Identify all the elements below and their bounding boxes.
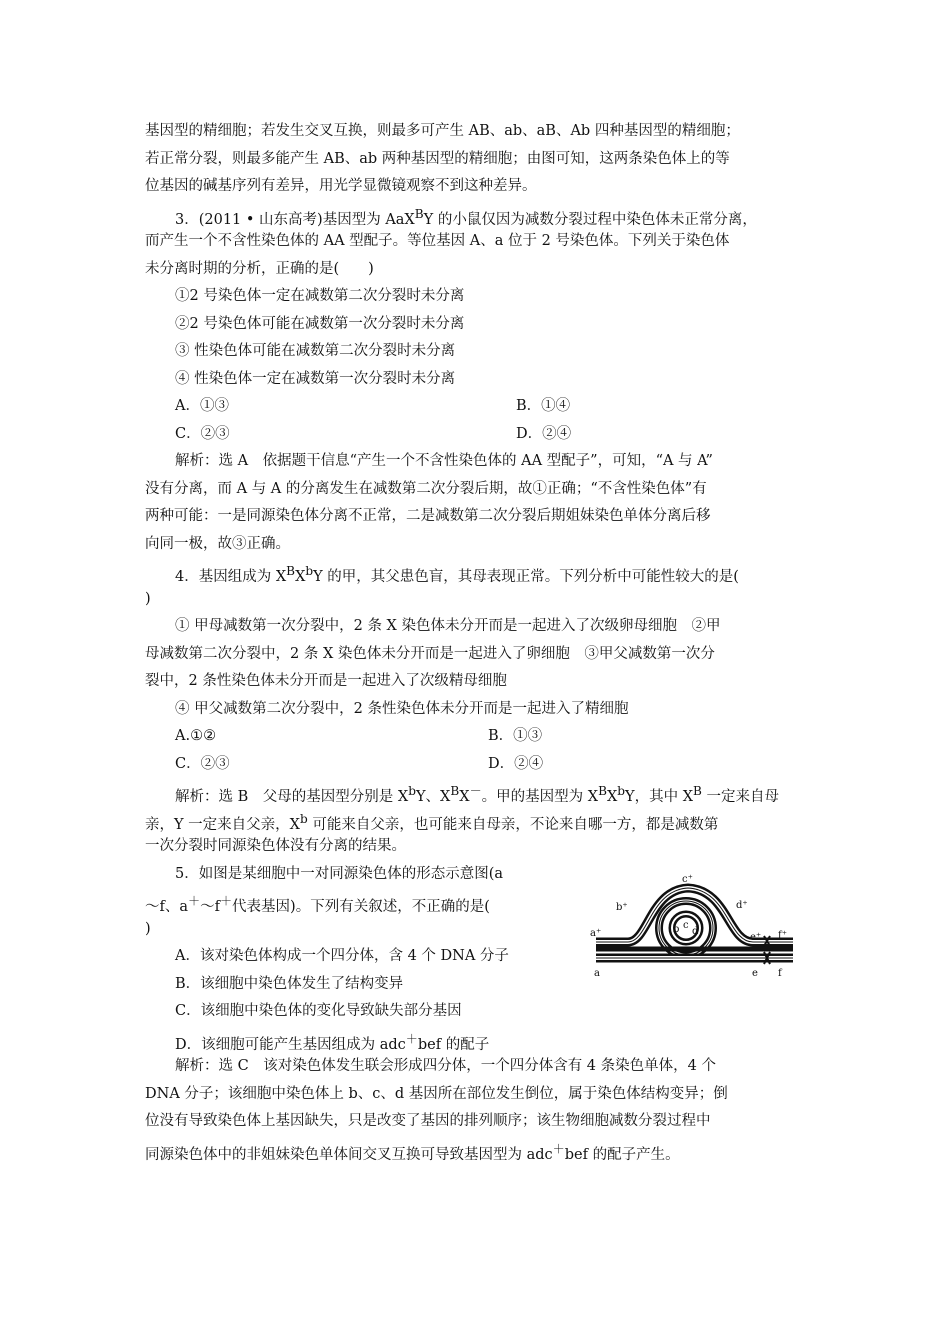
analysis-text: 位没有导致染色体上基因缺失，只是改变了基因的排列顺序；该生物细胞减数分裂过程中 (145, 1113, 711, 1129)
label-a: a (594, 968, 600, 979)
label-f: f (778, 968, 782, 979)
label-f-plus: f⁺ (778, 930, 787, 941)
analysis-text: 一次分裂时同源染色体没有分离的结果。 (145, 838, 406, 854)
analysis-text: 向同一极，故③正确。 (145, 535, 290, 552)
option-b: B．①④ (516, 398, 571, 414)
option-d: D．②④ (516, 425, 572, 442)
statement-item: ① 甲母减数第一次分裂中，2 条 X 染色体未分开而是一起进入了次级卵母细胞 ②甲 (175, 618, 721, 634)
option-a: A．该对染色体构成一个四分体，含 4 个 DNA 分子 (175, 948, 509, 964)
question-3-stem: 而产生一个不含性染色体的 AA 型配子。等位基因 A、a 位于 2 号染色体。下列关于染色体 (145, 233, 730, 249)
analysis-text: 两种可能：一是同源染色体分离不正常，二是减数第二次分裂后期姐妹染色单体分离后移 (145, 508, 711, 524)
analysis-text: 没有分离，而 A 与 A 的分离发生在减数第二次分裂后期，故①正确；“不含性染色体”有 (145, 480, 707, 497)
analysis-text: 解析：选 A 依据题干信息“产生一个不含性染色体的 AA 型配子”，可知，“A 与 A” (175, 453, 713, 469)
option-b: B．该细胞中染色体发生了结构变异 (175, 975, 404, 992)
analysis-text: 解析：选 B 父母的基因型分别是 $X^bY$、$X^BX^-$。甲的基因型为 $X^BX^bY$，其中 $X^B$ 一定来自母 (175, 784, 780, 805)
option-b: B．①③ (488, 728, 543, 744)
analysis-text: 亲，Y 一定来自父亲，$X^b$ 可能来自父亲，也可能来自母亲，不论来自哪一方，都是减数第 (145, 811, 719, 833)
label-b-plus: b⁺ (616, 902, 628, 913)
option-row (145, 421, 810, 449)
label-c: c (683, 920, 689, 931)
statement-item: ③ 性染色体可能在减数第二次分裂时未分离 (175, 343, 456, 359)
question-4-stem: 4．基因组成为 $X^BX^bY$ 的甲，其父患色盲，其母表现正常。下列分析中可能性较大的是( (175, 564, 739, 585)
option-a: A．①③ (175, 398, 229, 414)
option-c: C．该细胞中染色体的变化导致缺失部分基因 (175, 1003, 462, 1019)
option-a: A.①② (175, 728, 217, 744)
statement-item: ④ 甲父减数第二次分裂中，2 条性染色体未分开而是一起进入了精细胞 (175, 700, 629, 717)
label-e: e (752, 968, 758, 979)
question-5-stem: 5．如图是某细胞中一对同源染色体的形态示意图(a (175, 865, 504, 882)
question-4-stem: ) (145, 590, 151, 607)
option-row (145, 723, 810, 751)
emphasis-dot: 不 (411, 898, 427, 915)
question-3-stem: 未分离时期的分析，正确的是( ) (145, 260, 374, 277)
document-body (145, 118, 810, 1163)
statement-item: ②2 号染色体可能在减数第一次分裂时未分离 (175, 315, 465, 332)
analysis-text: 解析：选 C 该对染色体发生联会形成四分体，一个四分体含有 4 条染色单体，4 个 (175, 1058, 716, 1074)
label-d-plus: d⁺ (736, 900, 748, 911)
option-c: C．②③ (175, 755, 230, 772)
option-d: D．该细胞可能产生基因组成为 adc＋bef 的配子 (175, 1031, 490, 1053)
option-row (145, 393, 810, 421)
analysis-text: 同源染色体中的非姐妹染色单体间交叉互换可导致基因型为 adc＋bef 的配子产生。 (145, 1141, 680, 1163)
chromosome-diagram (588, 870, 800, 985)
text-line: 位基因的碱基序列有差异，用光学显微镜观察不到这种差异。 (145, 178, 537, 194)
text-line: 基因型的精细胞；若发生交叉互换，则最多可产生 AB、ab、aB、Ab 四种基因型的精细胞； (145, 123, 740, 139)
question-3-stem: 3．(2011 • 山东高考)基因型为 AaX$^B$Y 的小鼠仅因为减数分裂过程中染色体未正常分离， (175, 206, 757, 228)
option-c: C．②③ (175, 425, 230, 442)
text-line: 若正常分裂，则最多能产生 AB、ab 两种基因型的精细胞；由图可知，这两条染色体上的等 (145, 150, 730, 167)
statement-item: ④ 性染色体一定在减数第一次分裂时未分离 (175, 370, 456, 387)
label-a-plus: a⁺ (590, 928, 602, 939)
statement-item: 母减数第二次分裂中，2 条 X 染色体未分开而是一起进入了卵细胞 ③甲父减数第一次分 (145, 645, 715, 662)
statement-item: 裂中，2 条性染色体未分开而是一起进入了次级精母细胞 (145, 673, 507, 689)
label-c-plus: c⁺ (682, 874, 693, 885)
question-5-stem: ～f、a＋～f＋代表基因)。下列有关叙述，不正确的是( (145, 894, 490, 915)
question-5-stem: ) (145, 920, 151, 937)
statement-item: ①2 号染色体一定在减数第二次分裂时未分离 (175, 288, 465, 304)
option-d: D．②④ (488, 755, 544, 772)
analysis-text: DNA 分子；该细胞中染色体上 b、c、d 基因所在部位发生倒位，属于染色体结构变异；倒 (145, 1085, 728, 1102)
option-row (145, 751, 810, 779)
chromosome-pair-figure (588, 870, 800, 985)
label-d: d (692, 926, 699, 937)
label-e-plus: e⁺ (750, 932, 762, 943)
label-b: b (673, 924, 680, 935)
